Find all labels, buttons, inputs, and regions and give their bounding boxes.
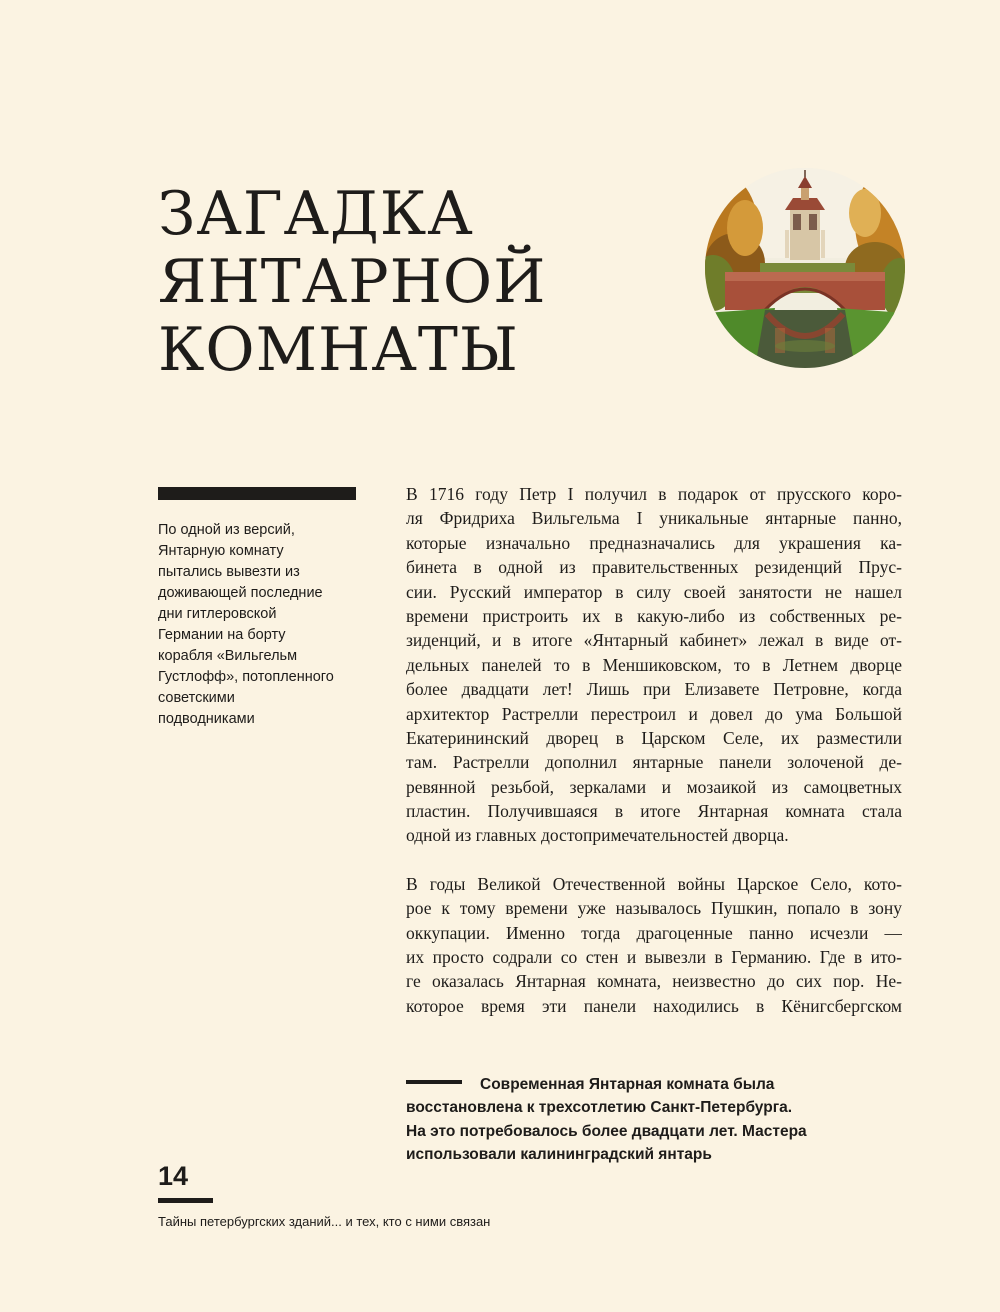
body-line: времени пристроить их в какую-либо из собственных ре- [406,605,902,626]
body-line: которое время эти панели находились в Кёнигсбергском [406,995,902,1016]
running-footer: Тайны петербургских зданий... и тех, кто с ними связан [158,1214,491,1229]
body-line: которые изначально предназначались для украшения ка- [406,532,902,553]
side-note-line: подводниками [158,711,255,727]
body-line: оккупации. Именно тогда драгоценные панно исчезли — [406,922,902,943]
body-line: В 1716 году Петр I получил в подарок от прусского коро- [406,484,902,504]
body-line: сии. Русский император в силу своей занятости не нашел [406,581,902,602]
side-note-line: корабля «Вильгельм [158,648,298,664]
page-number: 14 [158,1161,189,1191]
title-line: ЯНТАРНОЙ [158,247,547,317]
paragraph-2 [406,872,902,1018]
article-body [406,482,902,1018]
body-line: зиденций, и в итоге «Янтарный кабинет» лежал в виде от- [406,630,902,651]
body-line: В годы Великой Отечественной войны Царское Село, кото- [406,873,902,894]
side-note-line: дни гитлеровской [158,606,277,622]
side-note-line: доживающей последние [158,585,323,601]
body-line: одной из главных достопримечательностей дворца. [406,825,789,846]
side-note-line: советскими [158,690,235,706]
quote-line: Современная Янтарная комната была [480,1076,775,1093]
page-number-rule [158,1198,213,1203]
side-note-line: Густлофф», потопленного [158,669,334,685]
bridge-photo-illustration [705,168,905,368]
body-line: Екатерининский дворец в Царском Селе, их разместили [406,727,902,748]
quote-line: использовали калининградский янтарь [406,1145,712,1163]
pull-quote [406,1073,906,1166]
side-note-line: Германии на борту [158,627,286,643]
side-note-line: По одной из версий, [158,522,295,538]
body-line: их просто содрали со стен и вывезли в Германию. Где в ито- [406,947,902,968]
paragraph-1 [406,482,902,848]
quote-line: восстановлена к трехсотлетию Санкт-Петербурга. [406,1099,793,1117]
side-note [158,520,363,730]
side-note-line: пытались вывезти из [158,564,300,580]
body-line: дельных панелей то в Меншиковском, то в Летнем дворце [406,654,902,675]
body-line: более двадцати лет! Лишь при Елизавете Петровне, когда [406,679,902,700]
body-line: ля Фридриха Вильгельма I уникальные янтарные панно, [406,508,902,529]
sidebar-rule [158,487,356,500]
body-line: рое к тому времени уже называлось Пушкин, попало в зону [406,898,902,919]
body-line: пластин. Получившаяся в итоге Янтарная комната стала [406,801,902,822]
page-title [158,180,546,384]
side-note-line: Янтарную комнату [158,543,284,559]
body-line: там. Растрелли дополнил янтарные панели золоченой де- [406,752,902,773]
body-line: бинета в одной из правительственных резиденций Прус- [406,557,902,578]
body-line: архитектор Растрелли перестроил и довел до ума Большой [406,703,902,724]
quote-line: На это потребовалось более двадцати лет. Мастера [406,1122,807,1140]
body-line: ге оказалась Янтарная комната, неизвестно до сих пор. Не- [406,971,902,992]
body-line: ревянной резьбой, зеркалами и мозаикой из самоцветных [406,776,902,797]
title-line: ЗАГАДКА [158,179,474,249]
title-line: КОМНАТЫ [158,315,519,385]
